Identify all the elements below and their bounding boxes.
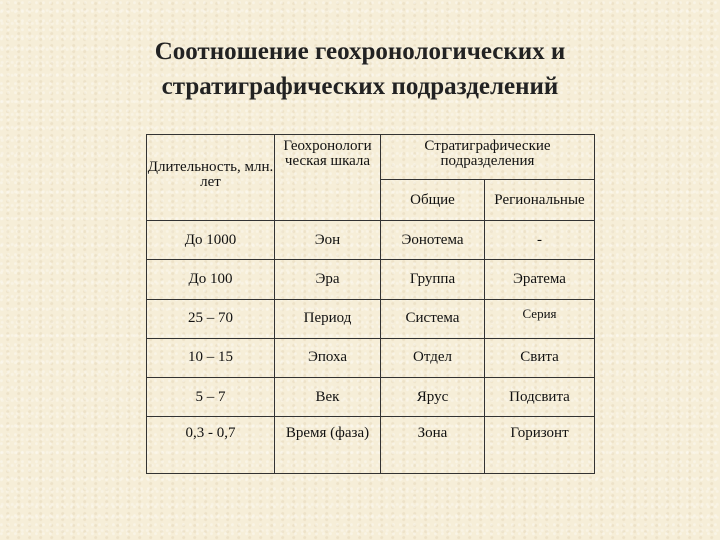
table-row: [147, 338, 595, 377]
cell-duration: До 1000: [147, 221, 275, 260]
cell-duration: 5 – 7: [147, 378, 275, 417]
header-general: Общие: [381, 180, 485, 221]
cell-regional: [485, 299, 595, 338]
cell-general: Эонотема: [381, 221, 485, 260]
cell-geochron: Век: [275, 378, 381, 417]
cell-regional: Горизонт: [485, 417, 595, 474]
cell-duration: 25 – 70: [147, 299, 275, 338]
table-row: [147, 221, 595, 260]
stratigraphy-table: [146, 134, 595, 474]
cell-duration: 10 – 15: [147, 338, 275, 377]
header-regional: Региональные: [485, 180, 595, 221]
cell-geochron: Период: [275, 299, 381, 338]
cell-regional: Подсвита: [485, 378, 595, 417]
cell-regional: Эратема: [485, 260, 595, 299]
header-geochron-scale: Геохронологи ческая шкала: [275, 135, 381, 221]
cell-regional: -: [485, 221, 595, 260]
cell-geochron: Эра: [275, 260, 381, 299]
table-row: [147, 299, 595, 338]
title-line-1: Соотношение геохронологических и: [154, 38, 566, 65]
cell-duration: 0,3 - 0,7: [147, 417, 275, 474]
cell-regional-text: Серия: [522, 306, 557, 322]
table-row: [147, 378, 595, 417]
page-title: [0, 34, 720, 104]
title-line-2: стратиграфических подразделений: [161, 73, 559, 100]
header-strat-units: Стратиграфические подразделения: [381, 135, 595, 180]
table-row: [147, 260, 595, 299]
table-row: [147, 417, 595, 474]
cell-geochron: Эпоха: [275, 338, 381, 377]
cell-general: Система: [381, 299, 485, 338]
cell-general: Группа: [381, 260, 485, 299]
cell-geochron: Время (фаза): [275, 417, 381, 474]
cell-geochron: Эон: [275, 221, 381, 260]
header-duration: Длительность, млн. лет: [147, 135, 275, 221]
cell-duration: До 100: [147, 260, 275, 299]
cell-regional: Свита: [485, 338, 595, 377]
table-header-row: [147, 135, 595, 180]
cell-general: Зона: [381, 417, 485, 474]
cell-general: Отдел: [381, 338, 485, 377]
cell-general: Ярус: [381, 378, 485, 417]
